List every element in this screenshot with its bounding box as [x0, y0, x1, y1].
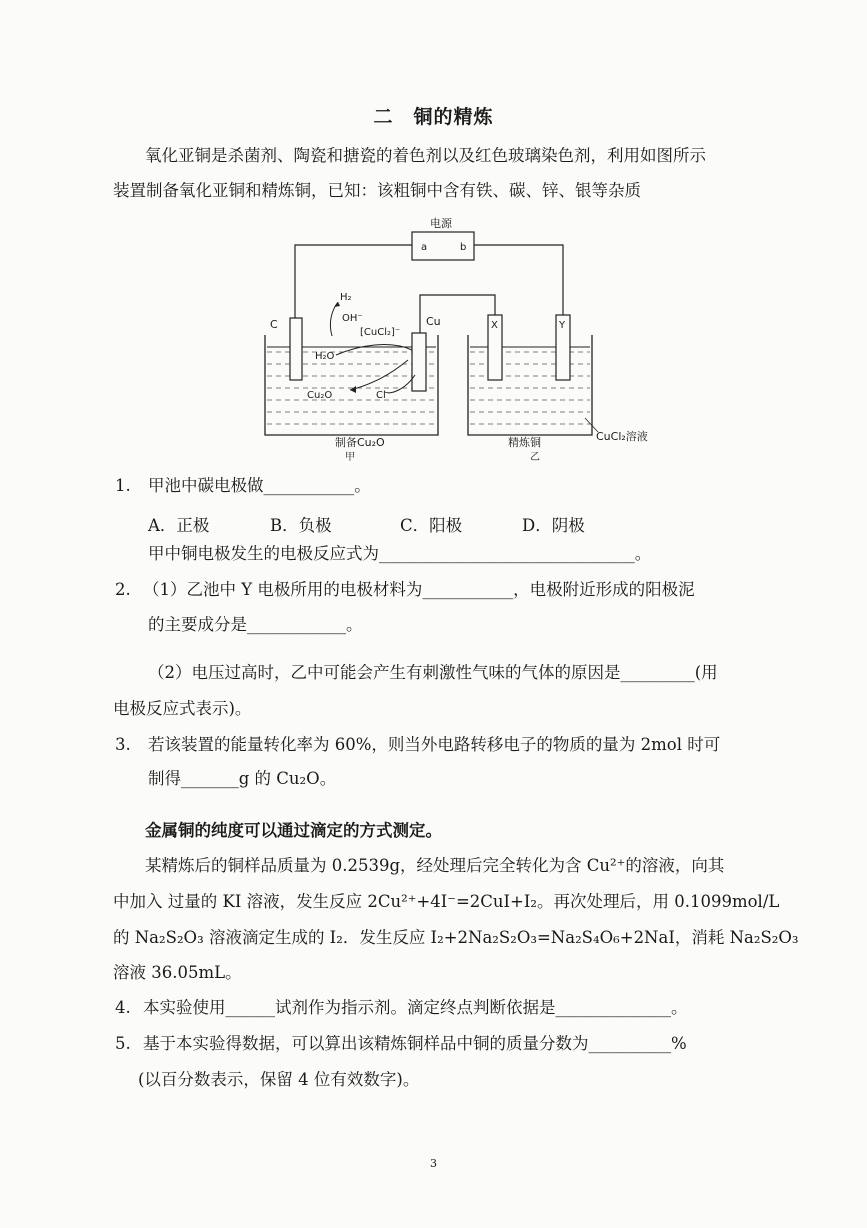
q1-text: 甲池中碳电极做___________。 — [148, 476, 371, 495]
purity-line-1: 某精炼后的铜样品质量为 0.2539g，经处理后完全转化为含 Cu²⁺的溶液，向其 — [145, 856, 725, 875]
q1-sub: 甲中铜电极发生的电极反应式为_______________________________。 — [148, 544, 652, 563]
electrolysis-diagram — [240, 210, 680, 465]
intro-line-2: 装置制备氧化亚铜和精炼铜，已知：该粗铜中含有铁、碳、锌、银等杂质 — [113, 181, 641, 200]
q5-line-1: 基于本实验得数据，可以算出该精炼铜样品中铜的质量分数为__________% — [143, 1034, 687, 1053]
svg-text:Cu: Cu — [426, 315, 441, 328]
intro-line-1: 氧化亚铜是杀菌剂、陶瓷和搪瓷的着色剂以及红色玻璃染色剂，利用如图所示 — [145, 146, 706, 165]
svg-text:制备Cu₂O: 制备Cu₂O — [335, 436, 385, 449]
svg-text:X: X — [491, 320, 498, 331]
power-label: 电源 — [430, 217, 452, 230]
q5-line-2: (以百分数表示，保留 4 位有效数字)。 — [138, 1070, 420, 1089]
page-number: 3 — [430, 1157, 437, 1170]
q3-line-1: 若该装置的能量转化率为 60%，则当外电路转移电子的物质的量为 2mol 时可 — [148, 735, 721, 754]
svg-text:H₂O: H₂O — [315, 351, 335, 362]
purity-heading: 金属铜的纯度可以通过滴定的方式测定。 — [145, 821, 442, 840]
terminal-a: a — [421, 242, 428, 253]
svg-text:[CuCl₂]⁻: [CuCl₂]⁻ — [360, 327, 401, 338]
svg-text:CuCl₂溶液: CuCl₂溶液 — [596, 430, 648, 443]
q3-line-2: 制得_______g 的 Cu₂O。 — [148, 769, 337, 788]
svg-text:甲: 甲 — [345, 452, 355, 463]
q4-text: 本实验使用______试剂作为指示剂。滴定终点判断依据是______________。 — [143, 998, 688, 1017]
q4-number: 4. — [115, 998, 131, 1017]
purity-line-3: 的 Na₂S₂O₃ 溶液滴定生成的 I₂．发生反应 I₂+2Na₂S₂O₃=Na₂S₄O₆+2NaI，消耗 Na₂S₂O₃ — [113, 928, 799, 947]
q3-number: 3. — [115, 735, 131, 754]
q1-option-d: D．阴极 — [522, 516, 585, 535]
q1-option-c: C．阳极 — [400, 516, 463, 535]
section-title: 二 铜的精炼 — [373, 106, 494, 128]
svg-text:C: C — [270, 318, 278, 331]
q2-line-1: （1）乙池中 Y 电极所用的电极材料为___________，电极附近形成的阳极泥 — [143, 580, 695, 599]
q1-option-b: B．负极 — [270, 516, 332, 535]
q2-number: 2. — [115, 580, 131, 599]
svg-text:Cl⁻: Cl⁻ — [376, 390, 392, 401]
q2-line-2: 的主要成分是____________。 — [148, 615, 363, 634]
copper-electrode — [412, 333, 426, 391]
svg-text:H₂: H₂ — [340, 292, 352, 303]
svg-text:Y: Y — [559, 320, 566, 331]
q1-number: 1. — [115, 476, 131, 495]
terminal-b: b — [460, 242, 467, 253]
svg-text:Cu₂O: Cu₂O — [307, 390, 333, 401]
q1-option-a: A．正极 — [148, 516, 210, 535]
q2-line-4: 电极反应式表示)。 — [113, 699, 252, 718]
purity-line-2: 中加入 过量的 KI 溶液，发生反应 2Cu²⁺+4I⁻=2CuI+I₂。再次处理后，用 0.1099mol/L — [113, 892, 780, 911]
right-tank — [468, 335, 592, 435]
svg-text:精炼铜: 精炼铜 — [508, 436, 541, 449]
q5-number: 5. — [115, 1034, 131, 1053]
svg-text:乙: 乙 — [530, 452, 540, 463]
q2-line-3: （2）电压过高时，乙中可能会产生有刺激性气味的气体的原因是_________(用 — [148, 663, 718, 682]
carbon-electrode — [290, 318, 302, 380]
svg-text:OH⁻: OH⁻ — [342, 313, 363, 324]
purity-line-4: 溶液 36.05mL。 — [113, 963, 242, 982]
